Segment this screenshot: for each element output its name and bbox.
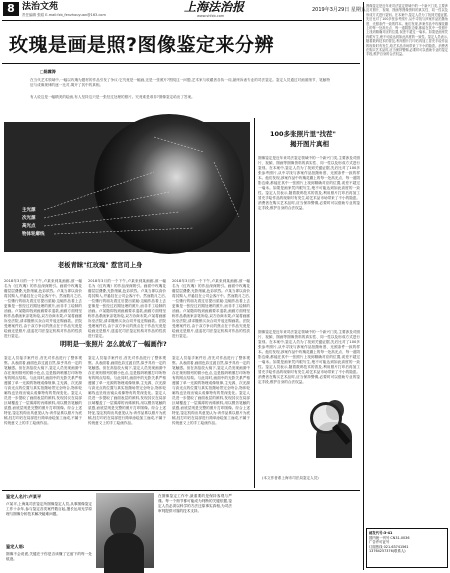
lede-paragraph: 有人说这是一幅精美的绘画,有人坚持这只是一张经过处理的照片。究竟谁是谁非?图像鉴定给出了答案。: [30, 95, 195, 99]
profile-quote-heading: 鉴定人语:: [6, 544, 25, 549]
ad-line: 订阅热线 021-63741561: [369, 544, 409, 549]
sidebar-credit: (本文作者系上海市司法局鉴定人员): [262, 476, 319, 480]
sidebar-title: 100多张照片里"找茬": [270, 130, 336, 138]
photo-caption-secondary-light: 次光源: [22, 216, 36, 221]
website: www.shfzb.com: [197, 14, 225, 18]
profile-body: 卢某平,上海某司法鉴定所图像鉴定人员,从事图像鉴定工作十余年,参与鉴定各类案件数百起,擅长运用光学原理与图像分析技术解决疑难问题。: [6, 502, 92, 516]
magnifier-illustration: [306, 388, 362, 488]
profile-heading: 鉴定人名片:卢某平: [6, 494, 42, 499]
section2-body-col2: 鉴定人员接手案件后,首先对作品进行了整体观察。从表面看,画面色彩过渡自然,似乎具有一定的笔触感。但在高倍放大镜下,鉴定人员发现画面中存在规则排列的微小色点,这是数码喷墨打印所特有的网点结构。与此同时,画面中的光影关系严格遵循了单一光源的物理成像规律,主光源、次光源与高光点的位置与真实拍摄场景完全吻合,物体轮廓线也呈现出镜头成像特有的景深变化。鉴定人员进一步提取了画面表层的颜料,发现其仅在局部区域覆盖了一层薄薄的丙烯颜料,用以模仿笔触的质感,而底层则是完整的照片打印图像。综合上述特征,鉴定机构出具意见认为:该作品系以照片为底稿,经打印后在局部进行简单涂绘加工而成,不属于传统意义上的手工绘画作品。: [88, 356, 166, 425]
ad-line: 国内统一刊号 CN31-0036: [369, 535, 410, 540]
editor-line: 责任编辑 张昭 E-mail:fzb_fenzhouyuan@163.com: [22, 13, 106, 17]
photo-caption-main-light: 主光源: [22, 208, 36, 213]
section1-body-col2: 2018年3月的一个下午,卢某来到某画廊,被一幅名为《红玫瑰》的作品深深吸引。画面中玫瑰花瓣层层叠叠,光影细腻,色彩浓烈。卢某当即以高价将其购入,并悬挂在公司会客厅中。然而数月之后,一位懂行的朋友看过后提出质疑:这幅作品看上去更像是一张经过后期处理的照片,而非手工绘制的油画。卢某随即找到画廊要求退款,画廊方面则坚称作品系画家亲笔所绘,双方协商未果,卢某将画廊诉至法院,请求撤销买卖合同并返还购画款。法院受理案件后,由于双方争议的焦点在于作品究竟是绘画还是照片,遂委托司法鉴定机构对作品的性质进行鉴定。: [88, 279, 166, 338]
section1-body-col3: 2018年3月的一个下午,卢某来到某画廊,被一幅名为《红玫瑰》的作品深深吸引。画面中玫瑰花瓣层层叠叠,光影细腻,色彩浓烈。卢某当即以高价将其购入,并悬挂在公司会客厅中。然而数月之后,一位懂行的朋友看过后提出质疑:这幅作品看上去更像是一张经过后期处理的照片,而非手工绘制的油画。卢某随即找到画廊要求退款,画廊方面则坚称作品系画家亲笔所绘,双方协商未果,卢某将画廊诉至法院,请求撤销买卖合同并返还购画款。法院受理案件后,由于双方争议的焦点在于作品究竟是绘画还是照片,遂委托司法鉴定机构对作品的性质进行鉴定。: [172, 279, 250, 338]
section-name: 法治文苑: [22, 2, 59, 12]
bottom-rule: [2, 490, 360, 491]
header-rule: [2, 20, 362, 21]
section2-title: 明明是一张照片 怎么就成了一幅画作?: [60, 341, 167, 348]
right-column-divider: [363, 2, 364, 570]
right-column-text: 图像鉴定是近年来司法鉴定领域中的一个新兴门类,主要涉及对照片、视频、图画等图像资料的真实性、同一性以及形成方式进行鉴别。在本案中,鉴定人员为了找到关键证据,先后比对了100多张参考照片,从中寻找与涉案作品拍摄角度、光照条件一致的样本。他们发现,涉案作品中玫瑰花瓣上的每一处高光点、每一道阴影边缘,都能在其中一张照片上找到精确对应的位置,误差不超过一毫米。如果是画家凭肉眼写生,绝不可能达到如此高度的一致性。鉴定人员表示,随着数码技术的普及,利用照片打印后再加工冒充手绘作品的现象时有发生,给艺术品市场带来了不小的隐患。消费者在购买艺术品时,应当保持警惕,必要时可以借助专业的鉴定手段,维护自身的合法权益。: [366, 4, 448, 57]
article-title: 玫瑰是画是照?图像鉴定来分辨: [9, 34, 275, 56]
lede-paragraph: 在当代艺术领域中,一幅以玫瑰为题材的作品引发了争议:它究竟是一幅画,还是一张照片?围绕这一问题,艺术家与收藏者各执一词,最终诉诸专业的司法鉴定。鉴定人员通过对画面细节、笔触特征与成像规律的逐一比对,揭开了其中的真相。: [30, 78, 330, 87]
photo-caption-highlight: 高光点: [22, 224, 36, 229]
ad-line: 13764257376(联系人): [369, 549, 406, 554]
sidebar-body-part1: 图像鉴定是近年来司法鉴定领域中的一个新兴门类,主要涉及对照片、视频、图画等图像资料的真实性、同一性以及形成方式进行鉴别。在本案中,鉴定人员为了找到关键证据,先后比对了100多张参考照片,从中寻找与涉案作品拍摄角度、光照条件一致的样本。他们发现,涉案作品中玫瑰花瓣上的每一处高光点、每一道阴影边缘,都能在其中一张照片上找到精确对应的位置,误差不超过一毫米。如果是画家凭肉眼写生,绝不可能达到如此高度的一致性。鉴定人员表示,随着数码技术的普及,利用照片打印后再加工冒充手绘作品的现象时有发生,给艺术品市场带来了不小的隐患。消费者在购买艺术品时,应当保持警惕,必要时可以借助专业的鉴定手段,维护自身的合法权益。: [258, 156, 360, 210]
masthead: 上海法治报: [184, 0, 245, 14]
photo-caption-outline: 物体轮廓线: [22, 232, 45, 237]
ad-box: [366, 528, 448, 568]
appraiser-photo: [96, 493, 154, 568]
profile-quote: 图像不会说谎,关键在于你是否读懂了它留下的每一处痕迹。: [6, 552, 92, 561]
rose-photo-frame: [4, 122, 250, 252]
ad-label: 邮发代号:3-41: [369, 531, 393, 535]
appraiser-body: [104, 533, 144, 573]
page-number-box: [3, 2, 19, 16]
page-number: 8: [7, 2, 15, 15]
sidebar-subtitle: 揭开图片真相: [290, 140, 329, 148]
title-rule: [2, 63, 360, 64]
date-text: 2019年3月29日 星期五: [312, 7, 366, 13]
sidebar-divider: [254, 118, 255, 488]
ad-line: 广告许可证号: [369, 540, 390, 545]
section1-title: 老板青睐"红玫瑰" 惹官司上身: [58, 262, 143, 269]
sidebar-body-part2: 图像鉴定是近年来司法鉴定领域中的一个新兴门类,主要涉及对照片、视频、图画等图像资料的真实性、同一性以及形成方式进行鉴别。在本案中,鉴定人员为了找到关键证据,先后比对了100多张参考照片,从中寻找与涉案作品拍摄角度、光照条件一致的样本。他们发现,涉案作品中玫瑰花瓣上的每一处高光点、每一道阴影边缘,都能在其中一张照片上找到精确对应的位置,误差不超过一毫米。如果是画家凭肉眼写生,绝不可能达到如此高度的一致性。鉴定人员表示,随着数码技术的普及,利用照片打印后再加工冒充手绘作品的现象时有发生,给艺术品市场带来了不小的隐患。消费者在购买艺术品时,应当保持警惕,必要时可以借助专业的鉴定手段,维护自身的合法权益。: [258, 330, 360, 384]
section1-body-col1: 2018年3月的一个下午,卢某来到某画廊,被一幅名为《红玫瑰》的作品深深吸引。画面中玫瑰花瓣层层叠叠,光影细腻,色彩浓烈。卢某当即以高价将其购入,并悬挂在公司会客厅中。然而数月之后,一位懂行的朋友看过后提出质疑:这幅作品看上去更像是一张经过后期处理的照片,而非手工绘制的油画。卢某随即找到画廊要求退款,画廊方面则坚称作品系画家亲笔所绘,双方协商未果,卢某将画廊诉至法院,请求撤销买卖合同并返还购画款。法院受理案件后,由于双方争议的焦点在于作品究竟是绘画还是照片,遂委托司法鉴定机构对作品的性质进行鉴定。: [4, 279, 82, 338]
section2-body-col1: 鉴定人员接手案件后,首先对作品进行了整体观察。从表面看,画面色彩过渡自然,似乎具有一定的笔触感。但在高倍放大镜下,鉴定人员发现画面中存在规则排列的微小色点,这是数码喷墨打印所特有的网点结构。与此同时,画面中的光影关系严格遵循了单一光源的物理成像规律,主光源、次光源与高光点的位置与真实拍摄场景完全吻合,物体轮廓线也呈现出镜头成像特有的景深变化。鉴定人员进一步提取了画面表层的颜料,发现其仅在局部区域覆盖了一层薄薄的丙烯颜料,用以模仿笔触的质感,而底层则是完整的照片打印图像。综合上述特征,鉴定机构出具意见认为:该作品系以照片为底稿,经打印后在局部进行简单涂绘加工而成,不属于传统意义上的手工绘画作品。: [4, 356, 82, 425]
section2-body-col3: 鉴定人员接手案件后,首先对作品进行了整体观察。从表面看,画面色彩过渡自然,似乎具有一定的笔触感。但在高倍放大镜下,鉴定人员发现画面中存在规则排列的微小色点,这是数码喷墨打印所特有的网点结构。与此同时,画面中的光影关系严格遵循了单一光源的物理成像规律,主光源、次光源与高光点的位置与真实拍摄场景完全吻合,物体轮廓线也呈现出镜头成像特有的景深变化。鉴定人员进一步提取了画面表层的颜料,发现其仅在局部区域覆盖了一层薄薄的丙烯颜料,用以模仿笔触的质感,而底层则是完整的照片打印图像。综合上述特征,鉴定机构出具意见认为:该作品系以照片为底稿,经打印后在局部进行简单涂绘加工而成,不属于传统意义上的手工绘画作品。: [172, 356, 250, 425]
byline: □陈霖涛: [40, 69, 56, 74]
profile-column-text: 在图像鉴定工作中,最重要的是保持客观与严谨。每一个细节都可能成为判断的关键依据,鉴定人员必须以科学的方法还原事实真相,为司法审判提供可靠的技术支持。: [158, 494, 232, 513]
